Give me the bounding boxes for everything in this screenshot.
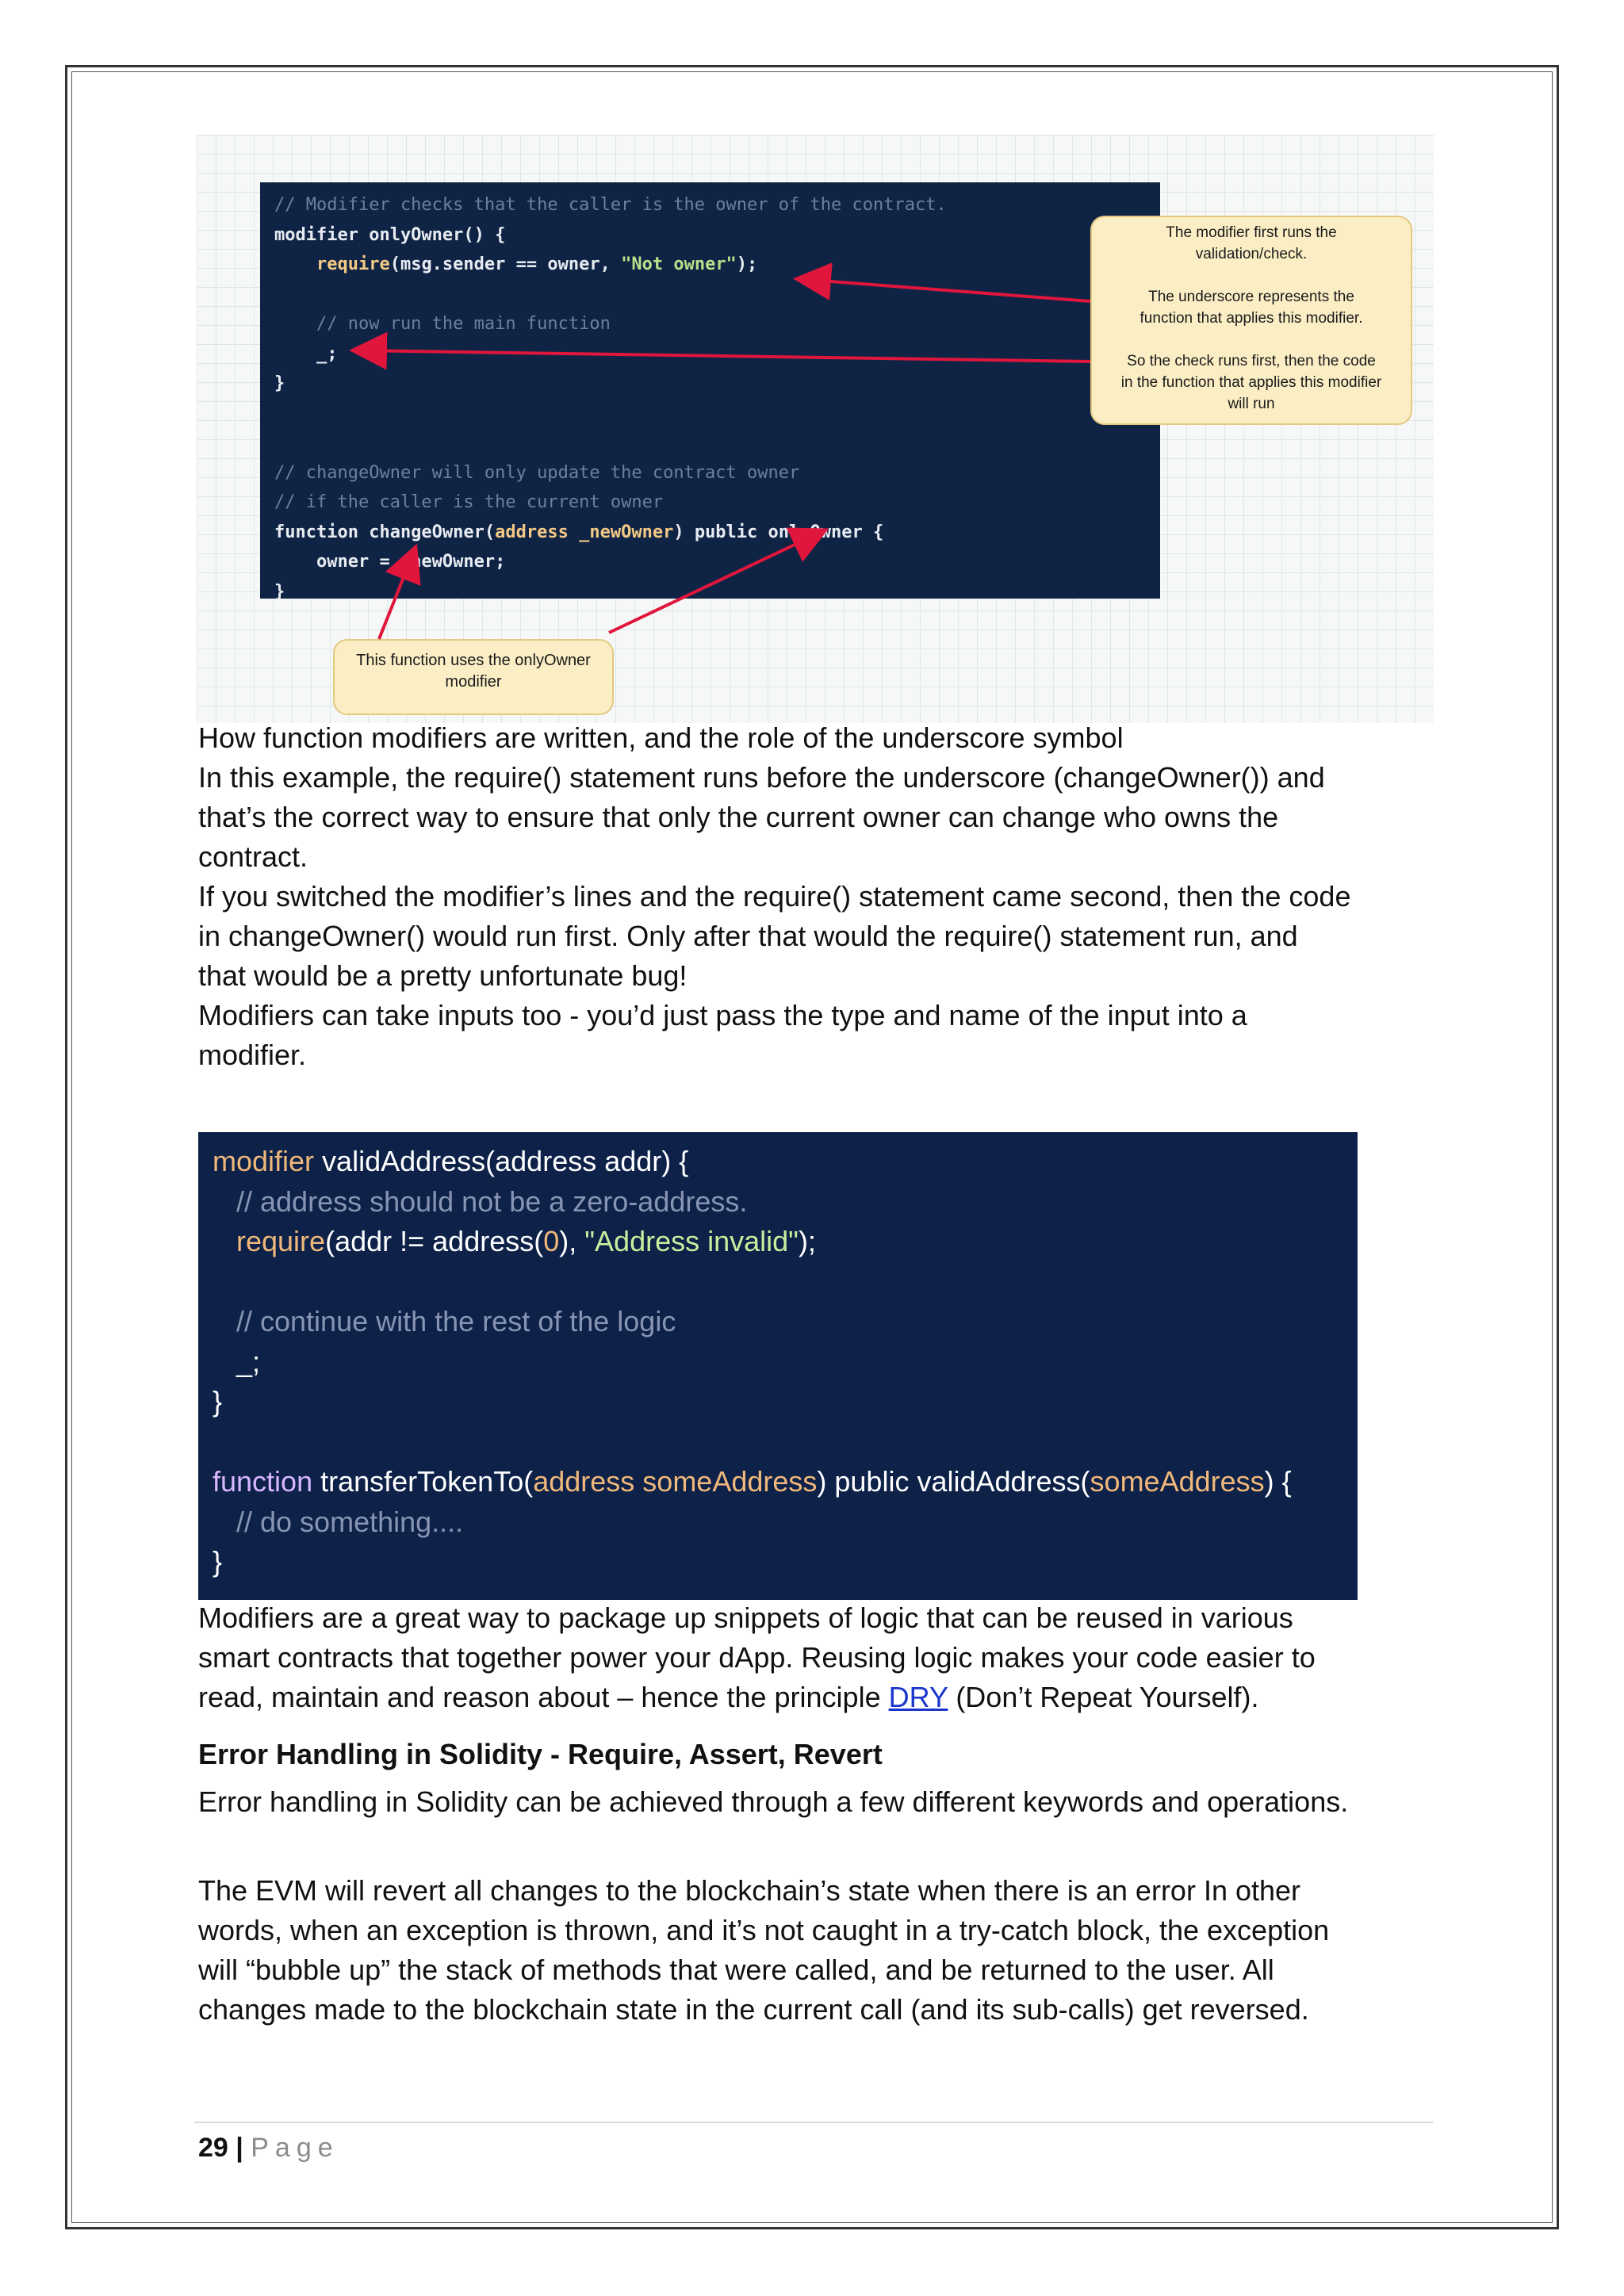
page-footer [198,2133,339,2164]
page-number: 29 [198,2133,228,2163]
footer-divider [194,2122,1433,2123]
arrow-to-require [799,279,1090,301]
para4-line: changes made to the blockchain state in the current call (and its sub-calls) get reversed. [198,1993,1309,2026]
modifier-reuse-text [198,1598,1451,1717]
note-line: So the check runs first, then the code [1127,353,1376,369]
code-line [213,1345,260,1379]
code-token: function [213,1465,313,1498]
code-token: // continue with the rest of the logic [213,1305,676,1337]
figure-code-token: } [274,373,285,393]
para1-line: In this example, the require() statement runs before the underscore (changeOwner()) and [198,761,1325,794]
code-token: transferTokenTo( [312,1465,534,1498]
figure-code-token: function changeOwner( [274,522,496,542]
figure-code-token: owner = _newOwner; [274,552,506,572]
code-token: ); [798,1225,816,1257]
para1-line: contract. [198,840,308,873]
modifier-explanation-text [198,718,1451,1075]
figure-code-token: } [274,581,285,602]
code-token: address someAddress [533,1465,818,1498]
figure-code-token: "Not owner" [621,254,737,274]
figure-code-token: // if the caller is the current owner [274,492,664,512]
code-line [213,1506,463,1539]
figure-code-token: // changeOwner will only update the contract owner [274,462,800,483]
footer-separator: | [236,2133,243,2163]
figure-code-token: (msg.sender == owner, [389,254,622,274]
figure-code-token: ) public onlyOwner { [673,522,884,542]
evm-revert-text [198,1871,1451,2030]
code-token: // address should not be a zero-address. [213,1184,748,1218]
figure-code-token: _; [274,343,338,364]
code-token: } [213,1545,223,1578]
code-line [213,1225,816,1258]
code-token: require [213,1225,326,1257]
note-line: modifier [445,673,502,691]
note-line: The underscore represents the [1148,289,1354,305]
figure-code-token: modifier onlyOwner() { [274,224,506,245]
para1-line: If you switched the modifier’s lines and the require() statement came second, then the code [198,880,1351,913]
code-token: validAddress(address addr) { [314,1145,689,1177]
code-token: } [213,1385,223,1418]
arrow-to-onlyowner [609,531,823,633]
error-handling-intro [198,1782,1451,1822]
error-handling-heading: Error Handling in Solidity - Require, Assert, Revert [198,1738,883,1770]
error-handling-intro-line: Error handling in Solidity can be achieved through a few different keywords and operations. [198,1785,1349,1818]
code-line [213,1145,688,1178]
note-line: The modifier first runs the [1166,224,1337,241]
code-token: // do something.... [213,1505,464,1538]
modifier-screenshot-figure [197,135,1434,723]
valid-address-code-block [198,1132,1358,1600]
para1-line: modifier. [198,1039,307,1071]
arrow-to-owner-assignment [379,549,415,639]
para4-line: The EVM will revert all changes to the blockchain’s state when there is an error In other [198,1874,1301,1907]
code-token: "Address invalid" [584,1225,799,1257]
code-line [213,1545,222,1578]
note-line: in the function that applies this modifier [1120,374,1382,391]
code-token: ) { [1264,1465,1292,1498]
figure-code-token: address _newOwner [495,522,674,542]
code-line [213,1385,222,1418]
code-line [213,1185,747,1219]
para1-line: in changeOwner() would run first. Only after that would the require() statement run, and [198,920,1298,952]
para2-line3-text: read, maintain and reason about – hence the principle [198,1681,889,1713]
annotation-arrows [197,135,1434,723]
note-line: function that applies this modifier. [1139,310,1363,327]
para2-line2: smart contracts that together power your dApp. Reusing logic makes your code easier to [198,1641,1316,1674]
note-line: This function uses the onlyOwner [356,652,591,669]
para1-line: Modifiers can take inputs too - you’d just pass the type and name of the input into a [198,999,1247,1031]
note-line: validation/check. [1195,246,1308,262]
code-token: _; [213,1345,261,1378]
code-token: modifier [213,1145,315,1177]
para4-line: words, when an exception is thrown, and it’s not caught in a try-catch block, the exception [198,1914,1330,1946]
para2-line3-tail: (Don’t Repeat Yourself). [948,1681,1259,1713]
figure-code-token: require [274,254,390,274]
code-token: ), [559,1225,585,1257]
note-line: will run [1228,396,1275,412]
code-token: someAddress [1090,1465,1265,1498]
para1-line: How function modifiers are written, and the role of the underscore symbol [198,721,1124,754]
figure-code-token: // now run the main function [274,314,611,334]
code-line [213,1305,676,1338]
para4-line: will “bubble up” the stack of methods that were called, and be returned to the user. All [198,1954,1274,1986]
figure-code-token: // Modifier checks that the caller is the owner of the contract. [274,195,947,215]
arrow-to-underscore [355,350,1090,362]
code-token: (addr != address( [325,1225,544,1257]
para1-line: that would be a pretty unfortunate bug! [198,959,688,992]
code-token: 0 [543,1225,560,1257]
para2-line3 [198,1678,1451,1717]
figure-code-token: ); [736,254,758,274]
para2-line1: Modifiers are a great way to package up snippets of logic that can be reused in various [198,1601,1293,1634]
code-token: ) public validAddress( [817,1465,1090,1498]
page-label: Page [251,2133,339,2163]
dry-link[interactable]: DRY [888,1681,948,1713]
para1-line: that’s the correct way to ensure that only the current owner can change who owns the [198,801,1279,833]
code-line [213,1465,1292,1498]
